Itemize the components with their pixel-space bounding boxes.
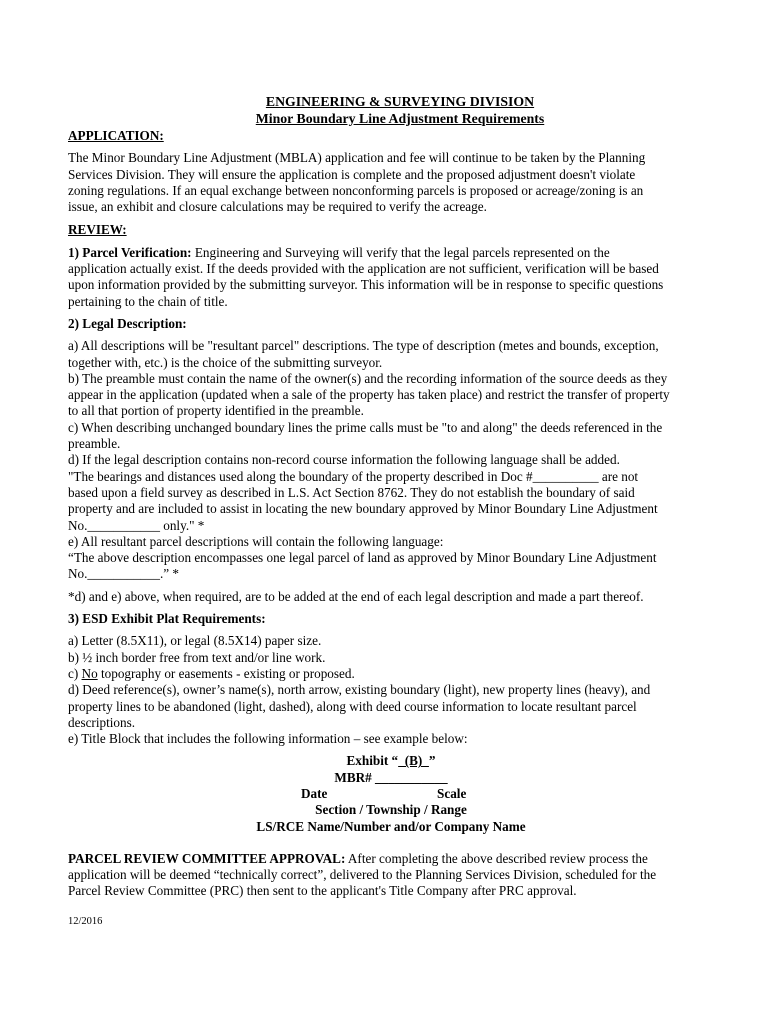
- legal-description-heading: [68, 316, 704, 332]
- legal-description-line: a) All descriptions will be "resultant parcel" descriptions. The type of description (metes and bounds, exception,: [68, 338, 659, 354]
- prc-label: PARCEL REVIEW COMMITTEE APPROVAL:: [68, 850, 346, 866]
- application-line: Services Division. They will ensure the application is complete and the proposed adjustment doesn't violate: [68, 166, 636, 182]
- prc-text: After completing the above described review process the: [345, 850, 648, 866]
- mbr-number: MBR# ___________: [334, 769, 448, 785]
- legal-description-note: *d) and e) above, when required, are to be added at the end of each legal description and made a part thereof.: [68, 588, 644, 604]
- exhibit-plat-label: ESD Exhibit Plat Requirements:: [82, 611, 266, 627]
- parcel-verification-label: Parcel Verification:: [82, 244, 192, 260]
- document-title: Minor Boundary Line Adjustment Requirements: [255, 111, 545, 126]
- legal-description-line: “The above description encompasses one legal parcel of land as approved by Minor Boundary Line Adjustment: [68, 550, 657, 566]
- document-page: [68, 93, 704, 930]
- mbla-number-line: No.___________ only." *: [68, 517, 205, 533]
- item-number: 2): [68, 315, 83, 331]
- exhibit-value: (B): [398, 753, 429, 769]
- exhibit-plat-heading: [68, 611, 704, 627]
- exhibit-plat-line: descriptions.: [68, 714, 136, 730]
- legal-description-line: together with, etc.) is the choice of the submitting surveyor.: [68, 354, 383, 370]
- surveyor-name: LS/RCE Name/Number and/or Company Name: [256, 818, 526, 834]
- parcel-verification-text: Engineering and Surveying will verify that the legal parcels represented on the: [191, 244, 610, 260]
- legal-description-line: to all that portion of property identified in the preamble.: [68, 403, 364, 419]
- legal-description-line: preamble.: [68, 436, 121, 452]
- exhibit-plat-line: b) ½ inch border free from text and/or line work.: [68, 649, 326, 665]
- prc-first-line: [68, 851, 704, 867]
- title-block-example: [68, 753, 704, 834]
- exhibit-plat-block: [68, 611, 704, 747]
- exhibit-label: [78, 753, 704, 769]
- prc-line: application will be deemed “technically correct”, delivered to the Planning Services Division, scheduled for the: [68, 867, 657, 883]
- review-heading: REVIEW:: [68, 222, 127, 238]
- legal-description-line: appear in the application (updated when a sale of the property has taken place) and restrict the transfer of property: [68, 387, 670, 403]
- exhibit-plat-text: topography or easements - existing or proposed.: [97, 665, 355, 681]
- application-paragraph: [68, 150, 704, 215]
- exhibit-prefix: Exhibit “: [346, 753, 399, 769]
- exhibit-plat-line: property lines to be abandoned (light, dashed), along with deed course information to locate resultant parcel: [68, 698, 637, 714]
- legal-description-line: d) If the legal description contains non-record course information the following language shall be added.: [68, 452, 620, 468]
- section-township-range: Section / Township / Range: [315, 802, 467, 818]
- exhibit-plat-line: [68, 666, 704, 682]
- application-line: The Minor Boundary Line Adjustment (MBLA) application and fee will continue to be taken by the Planning: [68, 150, 646, 166]
- parcel-verification-line: upon information provided by the submitting surveyor. This information will be in response to specific questions: [68, 277, 664, 293]
- date-scale-row: [68, 786, 704, 802]
- application-line: zoning regulations. If an equal exchange between nonconforming parcels is proposed or acreage/zoning is an: [68, 182, 644, 198]
- application-line: issue, an exhibit and closure calculations may be required to verify the acreage.: [68, 199, 487, 215]
- item-number: 3): [68, 611, 83, 627]
- parcel-verification-line: pertaining to the chain of title.: [68, 293, 228, 309]
- item-number: 1): [68, 244, 83, 260]
- parcel-verification-line: application actually exist. If the deeds provided with the application are not sufficient, verification will be based: [68, 261, 659, 277]
- legal-description-line: e) All resultant parcel descriptions will contain the following language:: [68, 533, 444, 549]
- bearings-text: "The bearings and distances used along the boundary of the property described in Doc #: [68, 468, 533, 484]
- division-title: ENGINEERING & SURVEYING DIVISION: [265, 94, 535, 109]
- scale-label: Scale: [437, 785, 467, 801]
- parcel-verification-first-line: [68, 245, 704, 261]
- legal-description-line: b) The preamble must contain the name of the owner(s) and the recording information of the source deeds as they: [68, 370, 668, 386]
- parcel-verification-block: [68, 245, 704, 310]
- application-heading: APPLICATION:: [68, 128, 164, 143]
- exhibit-plat-line: d) Deed reference(s), owner’s name(s), north arrow, existing boundary (light), new property lines (heavy), and: [68, 682, 651, 698]
- bearings-line: [68, 469, 704, 485]
- bearings-text-end: are not: [598, 468, 639, 484]
- exhibit-plat-text: c): [68, 665, 82, 681]
- exhibit-plat-line: e) Title Block that includes the following information – see example below:: [68, 731, 468, 747]
- legal-description-line: based upon a field survey as described in L.S. Act Section 8762. They do not establish the boundary of said: [68, 484, 635, 500]
- exhibit-plat-no: No: [81, 665, 98, 681]
- prc-line: Parcel Review Committee (PRC) then sent to the applicant's Title Company after PRC approval.: [68, 883, 577, 899]
- mbla-number-line: No.___________.” *: [68, 566, 179, 582]
- revision-date: 12/2016: [68, 915, 103, 927]
- date-label: Date: [301, 785, 328, 801]
- legal-description-block: [68, 316, 704, 605]
- legal-description-line: property and are included to assist in locating the new boundary approved by Minor Boundary Line Adjustment: [68, 501, 658, 517]
- exhibit-plat-line: a) Letter (8.5X11), or legal (8.5X14) paper size.: [68, 633, 322, 649]
- exhibit-suffix: ”: [428, 753, 436, 769]
- legal-description-line: c) When describing unchanged boundary lines the prime calls must be "to and along" the deeds referenced in the: [68, 419, 663, 435]
- legal-description-label: Legal Description:: [82, 315, 187, 331]
- prc-approval-block: [68, 851, 704, 900]
- doc-number-blank: __________: [532, 468, 599, 484]
